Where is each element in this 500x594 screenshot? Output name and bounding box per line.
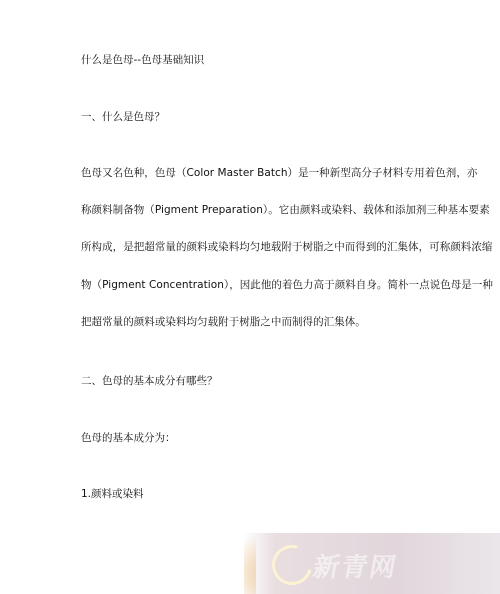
watermark-overlay bbox=[244, 533, 500, 594]
list-item: 1.颜料或染料 bbox=[81, 488, 144, 500]
paragraph-line: 称颜料制备物（Pigment Preparation）。它由颜料或染料、载体和添加剂三种基本要素 bbox=[81, 204, 490, 216]
components-intro-text: 色母的基本成分为： bbox=[81, 432, 176, 444]
paragraph-line: 所构成，是把超常量的颜料或染料均匀地载附于树脂之中而得到的汇集体，可称颜料浓缩 bbox=[81, 241, 493, 253]
document-title: 什么是色母--色母基础知识 bbox=[81, 54, 205, 66]
paragraph-line: 把超常量的颜料或染料均匀载附于树脂之中而制得的汇集体。 bbox=[81, 316, 366, 328]
watermark-text: 新青网 bbox=[310, 553, 401, 583]
section-heading-what-is-masterbatch: 一、什么是色母？ bbox=[81, 111, 165, 123]
section-heading-basic-components: 二、色母的基本成分有哪些？ bbox=[81, 375, 218, 387]
watermark-logo-icon bbox=[265, 538, 320, 593]
paragraph-line: 色母又名色种，色母（Color Master Batch）是一种新型高分子材料专用着色剂，亦 bbox=[81, 167, 478, 179]
paragraph-line: 物（Pigment Concentration），因此他的着色力高于颜料自身。简朴一点说色母是一种 bbox=[81, 279, 493, 291]
